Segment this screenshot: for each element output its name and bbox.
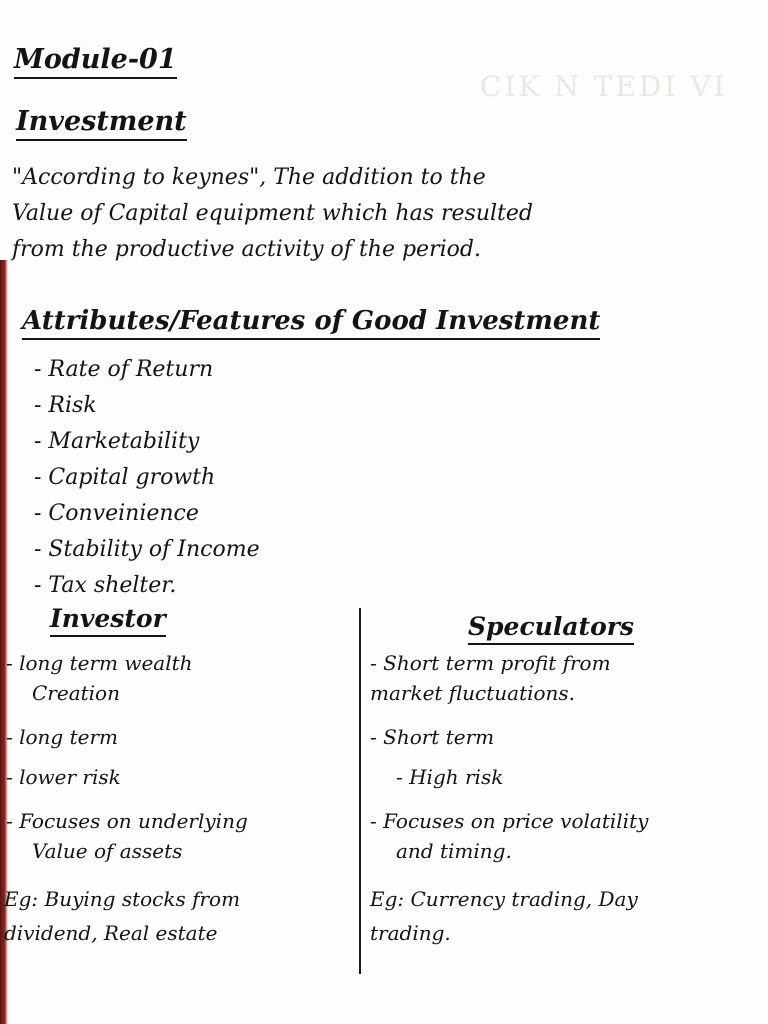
example-line: Eg: Buying stocks from xyxy=(4,887,241,911)
point-line: - long term wealth xyxy=(6,651,193,675)
list-item: - Marketability xyxy=(34,429,200,454)
list-item xyxy=(6,648,356,722)
list-item: - Tax shelter. xyxy=(34,573,177,598)
point-line: - lower risk xyxy=(6,765,121,789)
list-item xyxy=(370,648,766,722)
speculator-heading: Speculators xyxy=(468,612,634,645)
list-item xyxy=(370,762,766,806)
investment-definition xyxy=(12,160,533,268)
point-line: - High risk xyxy=(396,765,504,789)
list-item xyxy=(6,762,356,806)
definition-line: "According to keynes", The addition to the xyxy=(12,165,486,190)
list-item xyxy=(370,722,766,762)
column-divider xyxy=(359,608,361,974)
list-item: - Risk xyxy=(34,393,97,418)
investment-heading: Investment xyxy=(16,106,187,141)
definition-line: Value of Capital equipment which has resulted xyxy=(12,201,533,226)
investor-heading: Investor xyxy=(50,604,166,637)
list-item: - Stability of Income xyxy=(34,537,260,562)
bleed-through-text: CIK N TEDI VI xyxy=(480,70,728,103)
speculator-example xyxy=(370,882,766,950)
list-item xyxy=(6,806,356,876)
point-line: market fluctuations. xyxy=(370,681,576,705)
speculator-points xyxy=(370,648,766,876)
example-line: Eg: Currency trading, Day xyxy=(370,887,638,911)
module-title: Module-01 xyxy=(14,44,177,79)
point-line: - long term xyxy=(6,725,118,749)
list-item: - Capital growth xyxy=(34,465,216,490)
investor-points xyxy=(6,648,356,876)
point-line: Value of assets xyxy=(32,839,183,863)
example-line: trading. xyxy=(370,921,451,945)
list-item: - Conveinience xyxy=(34,501,199,526)
example-line: dividend, Real estate xyxy=(4,921,218,945)
point-line: - Focuses on price volatility xyxy=(370,809,649,833)
point-line: - Short term profit from xyxy=(370,651,611,675)
definition-line: from the productive activity of the period. xyxy=(12,237,481,262)
list-item xyxy=(6,722,356,762)
point-line: - Focuses on underlying xyxy=(6,809,248,833)
attributes-list xyxy=(34,352,260,604)
point-line: - Short term xyxy=(370,725,495,749)
attributes-heading: Attributes/Features of Good Investment xyxy=(22,306,600,340)
point-line: and timing. xyxy=(396,839,512,863)
point-line: Creation xyxy=(32,681,120,705)
list-item xyxy=(370,806,766,876)
list-item: - Rate of Return xyxy=(34,357,214,382)
investor-example xyxy=(4,882,354,950)
